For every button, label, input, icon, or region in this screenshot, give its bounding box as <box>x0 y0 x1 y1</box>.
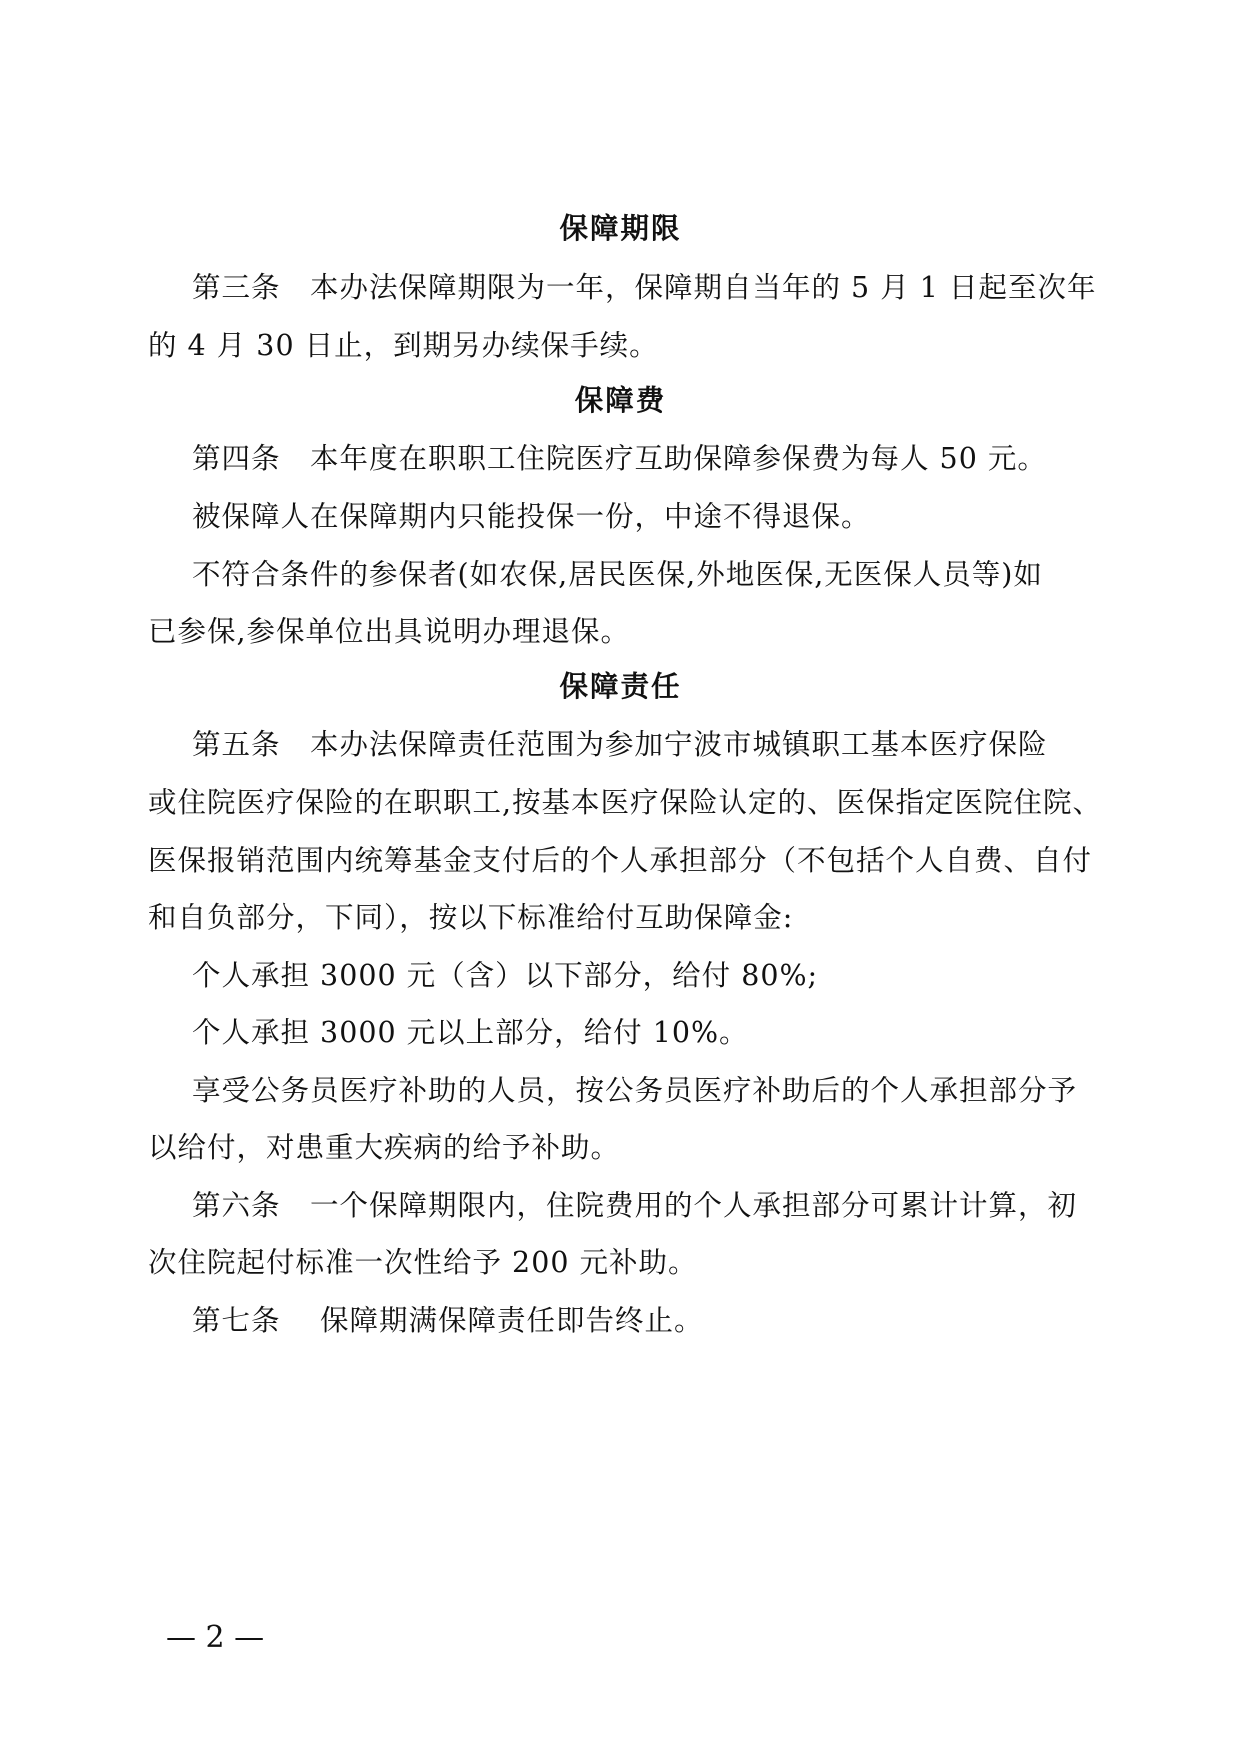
section-heading-period: 保障期限 <box>559 212 682 245</box>
article-6-line-1: 第六条 一个保障期限内，住院费用的个人承担部分可累计计算，初 <box>192 1189 1078 1222</box>
article-5-line-4: 和自负部分，下同），按以下标准给付互助保障金: <box>148 901 794 934</box>
article-4-line-1: 第四条 本年度在职职工住院医疗互助保障参保费为每人 50 元。 <box>192 442 1047 475</box>
paragraph-civil-servant-line-1: 享受公务员医疗补助的人员，按公务员医疗补助后的个人承担部分予 <box>192 1074 1078 1107</box>
paragraph-ineligible-line-2: 已参保,参保单位出具说明办理退保。 <box>148 615 631 648</box>
paragraph-single-policy: 被保障人在保障期内只能投保一份，中途不得退保。 <box>192 500 871 533</box>
page-number: — 2 — <box>166 1620 265 1655</box>
article-5-line-2: 或住院医疗保险的在职职工,按基本医疗保险认定的、医保指定医院住院、 <box>148 786 1103 819</box>
article-6-line-2: 次住院起付标准一次性给予 200 元补助。 <box>148 1246 698 1279</box>
section-heading-fee: 保障费 <box>574 384 667 417</box>
article-7-line-1: 第七条 保障期满保障责任即告终止。 <box>192 1304 704 1337</box>
section-heading-liability: 保障责任 <box>559 670 682 703</box>
article-3-line-1: 第三条 本办法保障期限为一年，保障期自当年的 5 月 1 日起至次年 <box>192 271 1097 304</box>
paragraph-tier-80: 个人承担 3000 元（含）以下部分，给付 80%; <box>192 959 819 992</box>
paragraph-tier-10: 个人承担 3000 元以上部分，给付 10%。 <box>192 1016 749 1049</box>
article-5-line-1: 第五条 本办法保障责任范围为参加宁波市城镇职工基本医疗保险 <box>192 728 1048 761</box>
article-3-line-2: 的 4 月 30 日止，到期另办续保手续。 <box>148 329 659 362</box>
paragraph-ineligible-line-1: 不符合条件的参保者(如农保,居民医保,外地医保,无医保人员等)如 <box>192 558 1043 591</box>
paragraph-civil-servant-line-2: 以给付，对患重大疾病的给予补助。 <box>148 1131 621 1164</box>
article-5-line-3: 医保报销范围内统筹基金支付后的个人承担部分（不包括个人自费、自付 <box>148 844 1093 877</box>
